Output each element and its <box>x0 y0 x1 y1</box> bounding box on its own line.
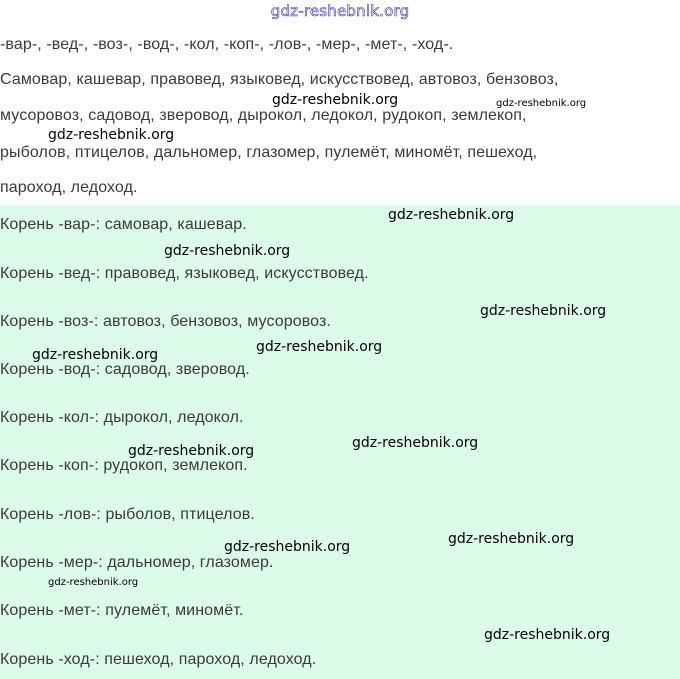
watermark: gdz-reshebnik.org <box>256 339 383 355</box>
watermark: gdz-reshebnik.org <box>48 577 139 588</box>
answer-line-khod: Корень -ход-: пешеход, пароход, ледоход. <box>0 651 317 668</box>
answer-line-lov: Корень -лов-: рыболов, птицелов. <box>0 506 255 523</box>
watermark: gdz-reshebnik.org <box>352 435 479 451</box>
watermark: gdz-reshebnik.org <box>48 127 175 143</box>
answer-line-voz: Корень -воз-: автовоз, бензовоз, мусоровоз. <box>0 313 331 330</box>
watermark: gdz-reshebnik.org <box>128 443 255 459</box>
roots-list: -вар-, -вед-, -воз-, -вод-, -кол, -коп-, -лов-, -мер-, -мет-, -ход-. <box>0 36 454 53</box>
words-line-2: мусоровоз, садовод, зверовод, дырокол, ледокол, рудокоп, землекоп, <box>0 107 527 124</box>
watermark: gdz-reshebnik.org <box>164 243 291 259</box>
watermark: gdz-reshebnik.org <box>272 92 399 108</box>
watermark: gdz-reshebnik.org <box>32 347 159 363</box>
watermark: gdz-reshebnik.org <box>224 539 351 555</box>
watermark: gdz-reshebnik.org <box>448 531 575 547</box>
answer-line-kol: Корень -кол-: дырокол, ледокол. <box>0 409 244 426</box>
watermark: gdz-reshebnik.org <box>388 207 515 223</box>
answer-line-vod: Корень -вод-: садовод, зверовод. <box>0 361 250 378</box>
answer-line-met: Корень -мет-: пулемёт, миномёт. <box>0 602 244 619</box>
words-line-1: Самовар, кашевар, правовед, языковед, искусствовед, автовоз, бензовоз, <box>0 71 559 88</box>
site-header-logo: gdz-reshebnik.org <box>270 2 410 20</box>
words-line-3: рыболов, птицелов, дальномер, глазомер, пулемёт, миномёт, пешеход, <box>0 144 538 161</box>
answer-line-mer: Корень -мер-: дальномер, глазомер. <box>0 554 274 571</box>
words-line-4: пароход, ледоход. <box>0 179 138 196</box>
answer-line-ved: Корень -вед-: правовед, языковед, искусствовед. <box>0 265 369 282</box>
watermark: gdz-reshebnik.org <box>484 627 611 643</box>
watermark: gdz-reshebnik.org <box>480 303 607 319</box>
answer-line-var: Корень -вар-: самовар, кашевар. <box>0 216 247 233</box>
answer-line-kop: Корень -коп-: рудокоп, землекоп. <box>0 457 248 474</box>
watermark: gdz-reshebnik.org <box>496 98 587 109</box>
